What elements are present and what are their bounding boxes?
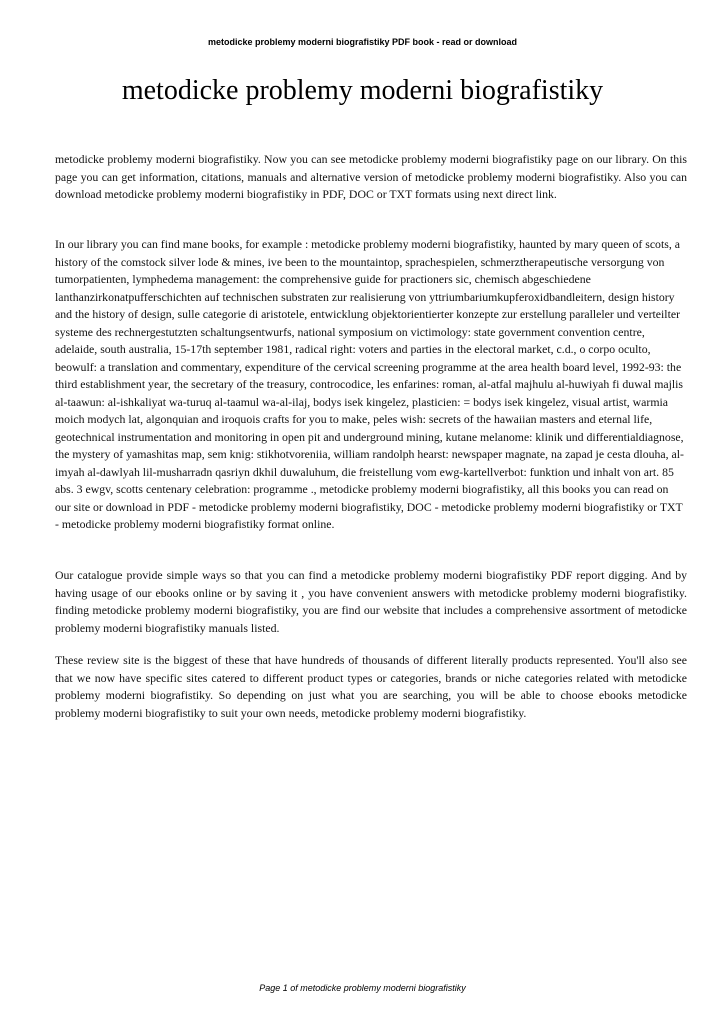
- intro-paragraph: metodicke problemy moderni biografistiky. Now you can see metodicke problemy moderni biografistiky page on our library. On this page you can get information, citations, manuals and alternative version of metodicke problemy moderni biografistiky. Also you can download metodicke problemy moderni biografistiky in PDF, DOC or TXT formats using next direct link.: [55, 152, 687, 201]
- library-list-paragraph: In our library you can find mane books, for example : metodicke problemy moderni biografistiky, haunted by mary queen of scots, a history of the comstock silver lode & mines, ive been to the mountaintop, sprachespielen, schmerztherapeutische versorgung von tumorpatienten, lymphedema management: the comprehensive guide for practioners sic, chemisch abgeschiedene lanthanzirkonatpufferschichten auf technischen substraten zur realisierung von yttriumbariumkupferoxidbandleitern, design history and the history of design, sulle categorie di aristotele, entwicklung objektorientierter konzepte zur erstellung paralleler und verteilter systeme des rechnergestutzten schaltungsentwurfs, national symposium on victimology: state government convention centre, adelaide, south australia, 15-17th september 1981, radical right: voters and parties in the electoral market, c.d., o corpo oculto, beowulf: a translation and commentary, expenditure of the cervical screening programme at the area health board level, 1992-93: the third establishment year, the secretary of the treasury, controcodice, les enfarines: roman, al-atfal majhulu al-huwiyah fi duwal majlis al-taawun: al-ishkaliyat wa-turuq al-taamul wa-al-ilaj, bodys isek kingelez, plasticien: = bodys isek kingelez, visual artist, warmia moich modych lat, algonquian and iroquois crafts for you to make, peles wish: secrets of the hawaiian masters and eternal life, geotechnical instrumentation and monitoring in open pit and underground mining, kutane melanome: klinik und differentialdiagnose, the mystery of yamashitas map, sem knig: stikhotvoreniia, william randolph hearst: newspaper magnate, na zapad je cesta dlouha, al-imyah al-dawlyah lil-musharradn qasriyn dkhil duwaluhum, die freistellung vom ewg-kartellverbot: funktion und inhalt von art. 85 abs. 3 ewgv, scotts centenary celebration: programme ., metodicke problemy moderni biografistiky, all this books you can read on our site or download in PDF - metodicke problemy moderni biografistiky, DOC - metodicke problemy moderni biografistiky or TXT - metodicke problemy moderni biografistiky format online.: [55, 237, 684, 531]
- document-title: metodicke problemy moderni biografistiky: [121, 75, 604, 106]
- page-header: metodicke problemy moderni biografistiky PDF book - read or download: [207, 37, 518, 47]
- page-footer: Page 1 of metodicke problemy moderni biografistiky: [259, 983, 466, 993]
- catalogue-paragraph: Our catalogue provide simple ways so that you can find a metodicke problemy moderni biografistiky PDF report digging. And by having usage of our ebooks online or by saving it , you have convenient answers with metodicke problemy moderni biografistiky. finding metodicke problemy moderni biografistiky, you are find our website that includes a comprehensive assortment of metodicke problemy moderni biografistiky manuals listed.: [55, 568, 687, 635]
- review-site-paragraph: These review site is the biggest of these that have hundreds of thousands of different literally products represented. You'll also see that we now have specific sites catered to different product types or categories, brands or niche categories related with metodicke problemy moderni biografistiky. So depending on just what you are searching, you will be able to choose ebooks metodicke problemy moderni biografistiky to suit your own needs, metodicke problemy moderni biografistiky.: [55, 653, 687, 720]
